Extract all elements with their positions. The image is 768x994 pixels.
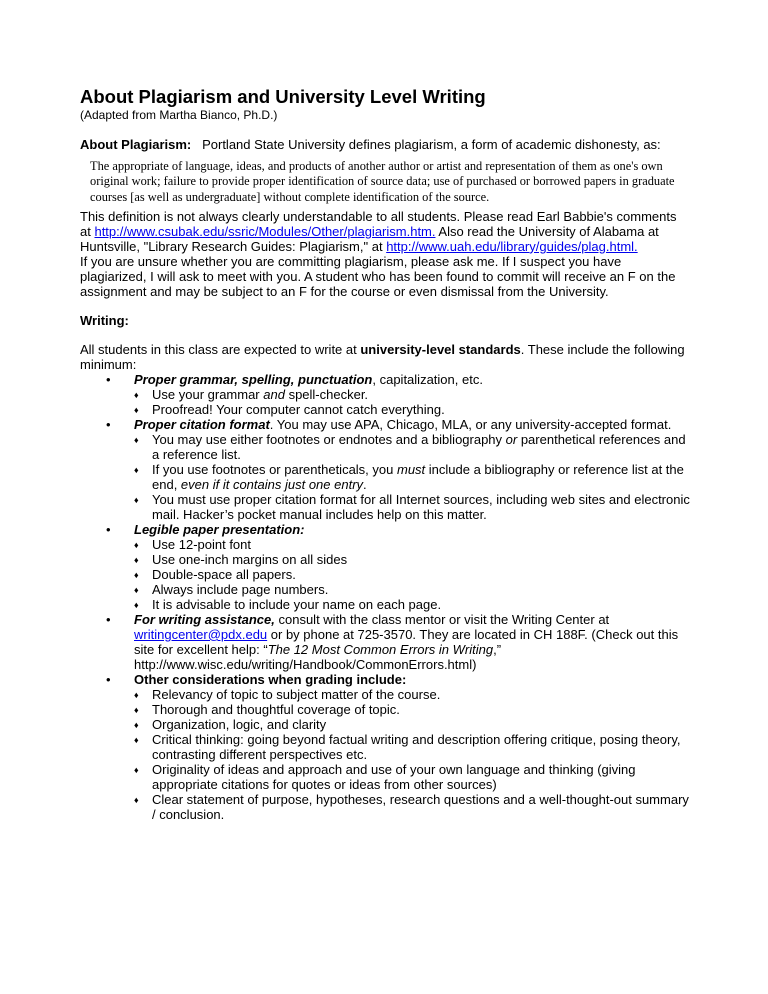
list-item-legible xyxy=(80,522,690,612)
list-item xyxy=(134,717,690,732)
list-item xyxy=(134,387,690,402)
citation-title: Proper citation format xyxy=(134,416,270,432)
about-plagiarism-label: About Plagiarism: xyxy=(80,137,192,152)
diamond-bullet-icon: ♦ xyxy=(134,764,139,775)
sub-text: You must use proper citation format for all Internet sources, including web sites and electronic mail. Hacker’s pocket manual includes help on this matter. xyxy=(152,491,690,522)
list-item xyxy=(134,567,690,582)
sub-text: Use your grammar xyxy=(152,386,264,402)
document-subtitle: (Adapted from Martha Bianco, Ph.D.) xyxy=(80,108,278,122)
diamond-bullet-icon: ♦ xyxy=(134,494,139,505)
sub-text: Relevancy of topic to subject matter of the course. xyxy=(152,686,441,702)
list-item xyxy=(134,552,690,567)
diamond-bullet-icon: ♦ xyxy=(134,434,139,445)
assistance-text: ,” http://www.wisc.edu/writing/Handbook/CommonErrors.html) xyxy=(134,641,502,672)
consequence-paragraph: If you are unsure whether you are committing plagiarism, please ask me. If I suspect you have plagiarized, I will ask to meet with you. A student who has been found to commit will receive an F on the assignment and may be subject to an F for the course or even dismissal from the University. xyxy=(80,253,676,299)
list-item xyxy=(134,762,690,792)
diamond-bullet-icon: ♦ xyxy=(134,719,139,730)
definition-paragraph xyxy=(80,209,690,254)
sub-text: . xyxy=(363,476,367,492)
sub-text: Originality of ideas and approach and use of your own language and thinking (giving appropriate citations for quotes or ideas from other sources) xyxy=(152,761,636,792)
writing-heading-text: Writing: xyxy=(80,312,129,328)
list-item xyxy=(134,702,690,717)
grammar-title: Proper grammar, spelling, punctuation xyxy=(134,371,373,387)
list-item xyxy=(134,582,690,597)
legible-sublist xyxy=(134,537,690,612)
sub-text: include a bibliography or reference list at the end, xyxy=(152,461,684,492)
other-title: Other considerations when grading include: xyxy=(134,671,407,687)
diamond-bullet-icon: ♦ xyxy=(134,584,139,595)
diamond-bullet-icon: ♦ xyxy=(134,389,139,400)
sub-text: Use 12-point font xyxy=(152,536,252,552)
babbie-link[interactable]: http://www.csubak.edu/ssric/Modules/Other/plagiarism.htm. xyxy=(94,223,436,239)
writing-heading xyxy=(80,313,690,328)
assistance-title: For writing assistance, xyxy=(134,611,275,627)
sub-text: Proofread! Your computer cannot catch everything. xyxy=(152,401,445,417)
diamond-bullet-icon: ♦ xyxy=(134,539,139,550)
sub-text: Double-space all papers. xyxy=(152,566,296,582)
diamond-bullet-icon: ♦ xyxy=(134,704,139,715)
grammar-rest: , capitalization, etc. xyxy=(372,371,483,387)
sub-text: Thorough and thoughtful coverage of topic. xyxy=(152,701,400,717)
list-item-assistance xyxy=(80,612,690,672)
sub-text-italic: even if it contains just one entry xyxy=(180,476,364,492)
diamond-bullet-icon: ♦ xyxy=(134,734,139,745)
list-item-grammar xyxy=(80,372,690,417)
bullet-icon: • xyxy=(106,416,111,432)
about-plagiarism-paragraph xyxy=(80,137,690,152)
bullet-icon: • xyxy=(106,671,111,687)
list-item xyxy=(134,492,690,522)
sub-text: You may use either footnotes or endnotes and a bibliography xyxy=(152,431,506,447)
sub-text: parenthetical references and a reference list. xyxy=(152,431,686,462)
sub-text: Organization, logic, and clarity xyxy=(152,716,327,732)
list-item xyxy=(134,432,690,462)
list-item xyxy=(134,597,690,612)
grammar-sublist xyxy=(134,387,690,417)
writing-requirements-list xyxy=(80,372,690,822)
diamond-bullet-icon: ♦ xyxy=(134,599,139,610)
about-plagiarism-text: Portland State University defines plagiarism, a form of academic dishonesty, as: xyxy=(202,137,661,152)
sub-text-italic: or xyxy=(505,431,518,447)
diamond-bullet-icon: ♦ xyxy=(134,464,139,475)
diamond-bullet-icon: ♦ xyxy=(134,404,139,415)
list-item xyxy=(134,462,690,492)
bullet-icon: • xyxy=(106,521,111,537)
document-title: About Plagiarism and University Level Writing xyxy=(80,86,486,107)
sub-text: It is advisable to include your name on each page. xyxy=(152,596,442,612)
list-item xyxy=(134,792,690,822)
list-item-citation xyxy=(80,417,690,522)
definition-text-2: Also read the University of Alabama at Huntsville, "Library Research Guides: Plagiarism," at xyxy=(80,223,659,254)
writing-intro xyxy=(80,342,690,372)
sub-text: Critical thinking: going beyond factual writing and description offering critique, posing theory, contrasting different perspectives etc. xyxy=(152,731,681,762)
writing-intro-text-2: . These include the following minimum: xyxy=(80,341,685,372)
writing-intro-bold: university-level standards xyxy=(360,341,521,357)
diamond-bullet-icon: ♦ xyxy=(134,689,139,700)
uah-link[interactable]: http://www.uah.edu/library/guides/plag.html. xyxy=(386,238,638,254)
document-body xyxy=(80,86,690,822)
bullet-icon: • xyxy=(106,371,111,387)
citation-rest: . You may use APA, Chicago, MLA, or any university-accepted format. xyxy=(269,416,672,432)
bullet-icon: • xyxy=(106,611,111,627)
sub-text-italic: must xyxy=(396,461,426,477)
assistance-text: or by phone at 725-3570. They are located in CH 188F. (Check out this site for excellent help: “ xyxy=(134,626,679,657)
diamond-bullet-icon: ♦ xyxy=(134,569,139,580)
list-item xyxy=(134,732,690,762)
definition-text-1: This definition is not always clearly understandable to all students. Please read Earl Babbie's comments at xyxy=(80,208,677,239)
other-sublist xyxy=(134,687,690,822)
diamond-bullet-icon: ♦ xyxy=(134,794,139,805)
sub-text: Always include page numbers. xyxy=(152,581,329,597)
list-item-other xyxy=(80,672,690,822)
diamond-bullet-icon: ♦ xyxy=(134,554,139,565)
list-item xyxy=(134,537,690,552)
sub-text-italic: and xyxy=(263,386,285,402)
writing-center-email-link[interactable]: writingcenter@pdx.edu xyxy=(134,626,268,642)
plagiarism-definition-quote: The appropriate of language, ideas, and products of another author or artist and representation of them as one's own original work; failure to provide proper identification of source data; use of purchased or borrowed papers in graduate courses [as well as undergraduate] without complete identification of the source. xyxy=(90,159,675,204)
assistance-book-title: The 12 Most Common Errors in Writing xyxy=(267,641,494,657)
writing-intro-text: All students in this class are expected to write at xyxy=(80,341,361,357)
sub-text: If you use footnotes or parentheticals, you xyxy=(152,461,397,477)
list-item xyxy=(134,687,690,702)
sub-text: spell-checker. xyxy=(284,386,369,402)
list-item xyxy=(134,402,690,417)
citation-sublist xyxy=(134,432,690,522)
assistance-text: consult with the class mentor or visit the Writing Center at xyxy=(274,611,610,627)
sub-text: Use one-inch margins on all sides xyxy=(152,551,348,567)
sub-text: Clear statement of purpose, hypotheses, research questions and a well-thought-out summary / conclusion. xyxy=(152,791,689,822)
legible-title: Legible paper presentation: xyxy=(134,521,305,537)
